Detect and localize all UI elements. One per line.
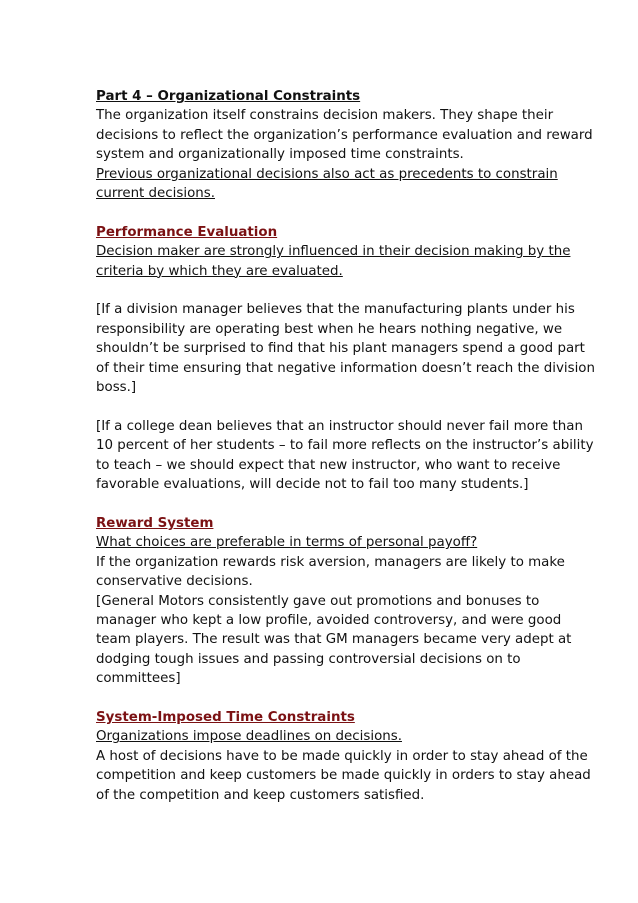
reward-heading: Reward System	[96, 515, 214, 531]
intro-underlined-text: Previous organizational decisions also act as precedents to constrain current decisions.	[96, 166, 558, 202]
performance-summary: Decision maker are strongly influenced in their decision making by the criteria by which they are evaluated.	[96, 244, 571, 279]
section-time-constraints	[96, 708, 598, 805]
time-summary: Organizations impose deadlines on decisions.	[96, 729, 402, 745]
time-heading: System-Imposed Time Constraints	[96, 709, 355, 725]
reward-example: [General Motors consistently gave out promotions and bonuses to manager who kept a low profile, avoided controversy, and were good team players. The result was that GM managers became very adept at dodging tough issues and passing controversial decisions on to committees]	[96, 593, 572, 687]
spacer	[96, 689, 598, 708]
performance-heading: Performance Evaluation	[96, 224, 278, 240]
spacer	[96, 494, 598, 513]
part-title: Part 4 – Organizational Constraints	[96, 89, 361, 104]
intro-text: The organization itself constrains decision makers. They shape their decisions to reflect the organization’s performance evaluation and reward system and organizationally imposed time constraints.	[96, 108, 593, 163]
spacer	[96, 203, 598, 222]
reward-question: What choices are preferable in terms of personal payoff?	[96, 535, 478, 551]
time-text: A host of decisions have to be made quickly in order to stay ahead of the competition and keep customers be made quickly in orders to stay ahead of the competition and keep customers satisfied.	[96, 748, 591, 803]
section-organizational-constraints	[96, 87, 598, 203]
spacer	[96, 281, 598, 300]
section-performance-evaluation	[96, 223, 598, 495]
performance-example-2: [If a college dean believes that an instructor should never fail more than 10 percent of her students – to fail more reflects on the instructor’s ability to teach – we should expect that new instructor, who want to receive favorable evaluations, will decide not to fail too many students.]	[96, 418, 594, 493]
performance-example-1: [If a division manager believes that the manufacturing plants under his responsibility are operating best when he hears nothing negative, we shouldn’t be surprised to find that his plant managers spend a good part of their time ensuring that negative information doesn’t reach the division boss.]	[96, 302, 595, 396]
reward-text: If the organization rewards risk aversion, managers are likely to make conservative decisions.	[96, 554, 565, 590]
section-reward-system	[96, 514, 598, 689]
spacer	[96, 397, 598, 416]
